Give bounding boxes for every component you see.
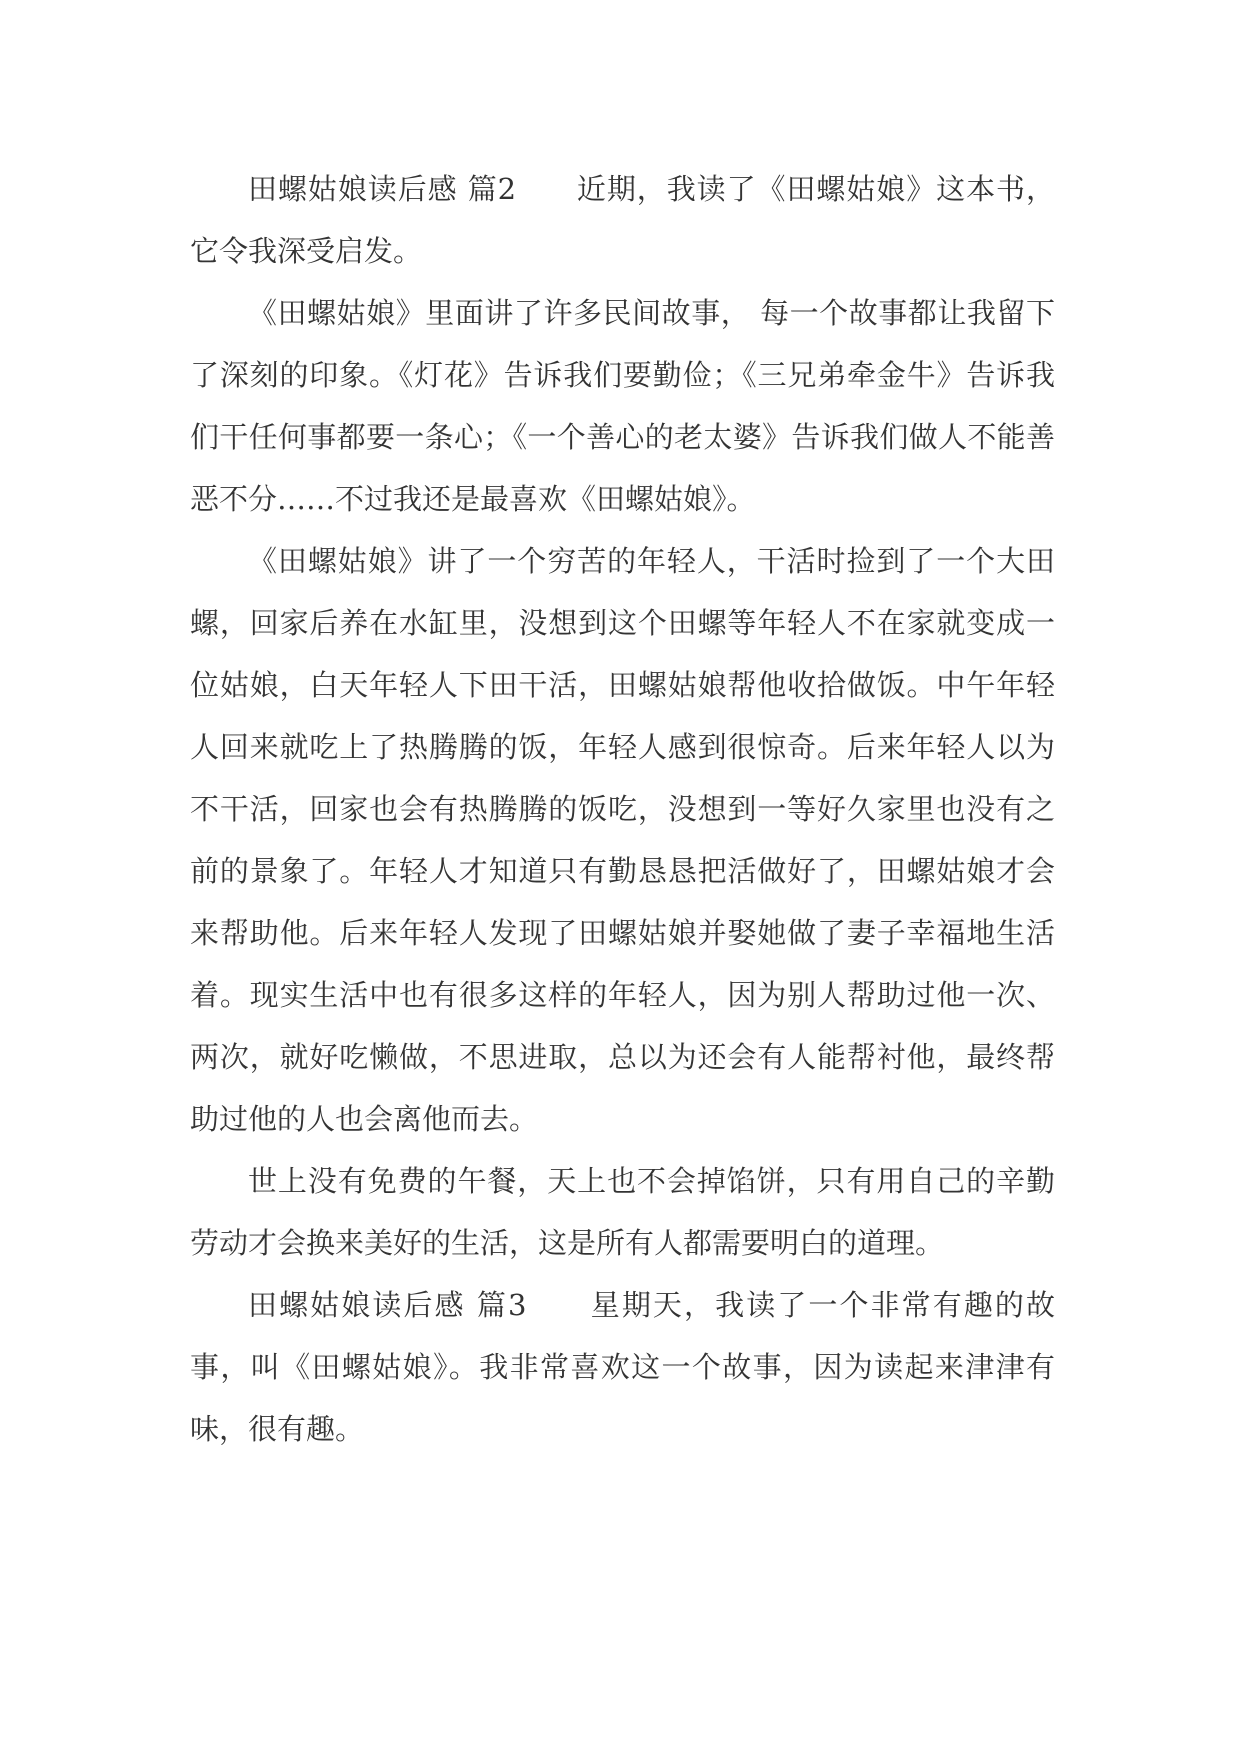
paragraph-1: 田螺姑娘读后感 篇2 近期，我读了《田螺姑娘》这本书，它令我深受启发。 bbox=[190, 172, 1055, 268]
paragraph-5: 田螺姑娘读后感 篇3 星期天，我读了一个非常有趣的故事，叫《田螺姑娘》。我非常喜欢这一个故事，因为读起来津津有味，很有趣。 bbox=[190, 1288, 1055, 1446]
paragraph-4: 世上没有免费的午餐，天上也不会掉馅饼，只有用自己的辛勤劳动才会换来美好的生活，这是所有人都需要明白的道理。 bbox=[190, 1164, 1055, 1260]
paragraph-3: 《田螺姑娘》讲了一个穷苦的年轻人，干活时捡到了一个大田螺，回家后养在水缸里，没想到这个田螺等年轻人不在家就变成一位姑娘，白天年轻人下田干活，田螺姑娘帮他收拾做饭。中午年轻人回来就吃上了热腾腾的饭，年轻人感到很惊奇。后来年轻人以为不干活，回家也会有热腾腾的饭吃，没想到一等好久家里也没有之前的景象了。年轻人才知道只有勤恳恳把活做好了，田螺姑娘才会来帮助他。后来年轻人发现了田螺姑娘并娶她做了妻子幸福地生活着。现实生活中也有很多这样的年轻人，因为别人帮助过他一次、两次，就好吃懒做，不思进取，总以为还会有人能帮衬他，最终帮助过他的人也会离他而去。 bbox=[190, 544, 1055, 1136]
document-body bbox=[190, 158, 1055, 1460]
paragraph-2: 《田螺姑娘》里面讲了许多民间故事， 每一个故事都让我留下了深刻的印象。《灯花》告诉我们要勤俭；《三兄弟牵金牛》告诉我们干任何事都要一条心；《一个善心的老太婆》告诉我们做人不能善恶不分……不过我还是最喜欢《田螺姑娘》。 bbox=[190, 296, 1055, 516]
